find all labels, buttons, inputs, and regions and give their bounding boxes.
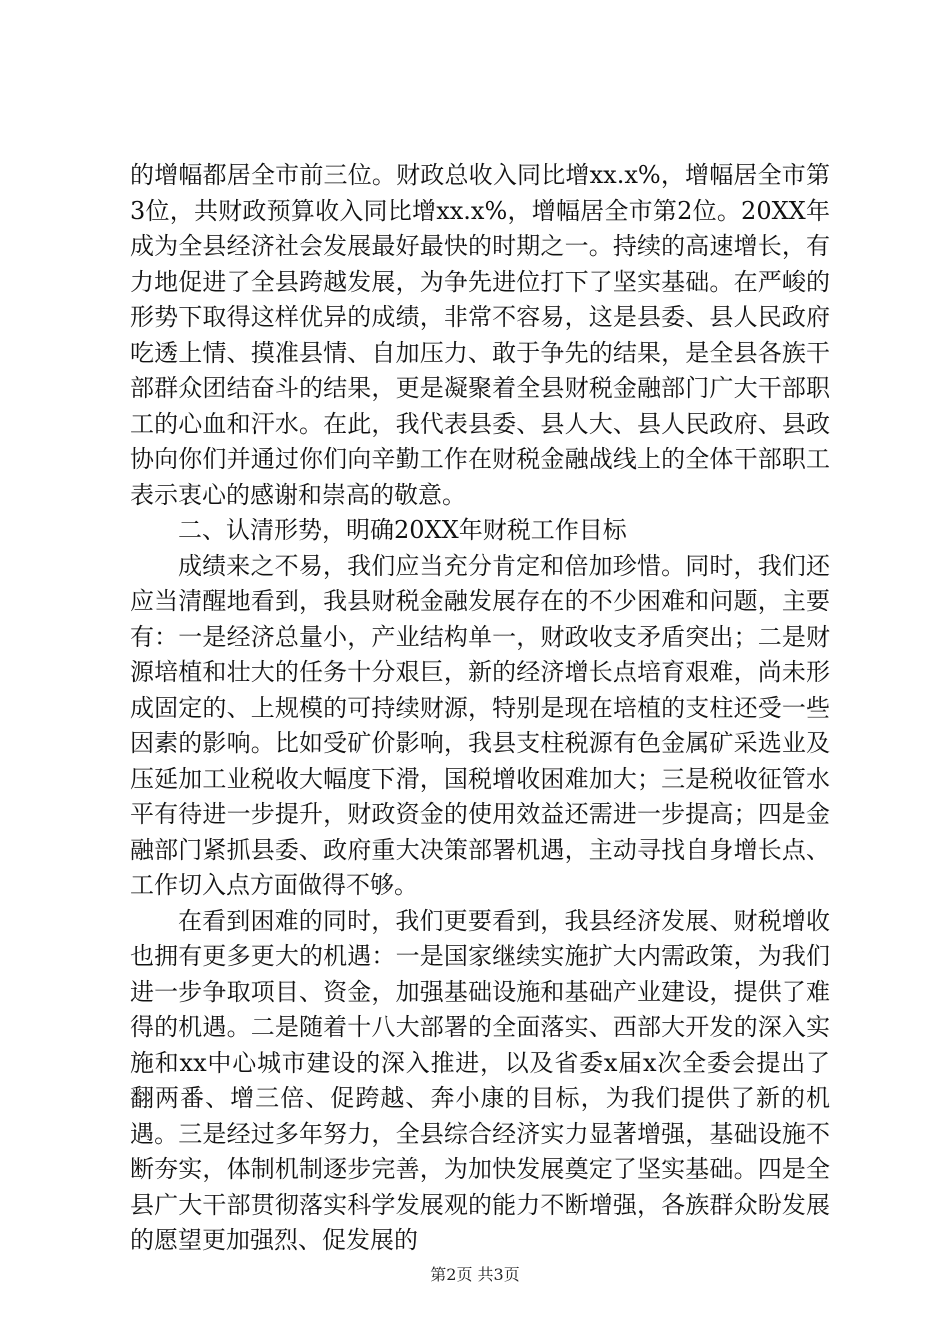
document-body [130, 158, 830, 1259]
paragraph-difficulties: 成绩来之不易，我们应当充分肯定和倍加珍惜。同时，我们还应当清醒地看到，我县财税金融发展存在的不少困难和问题，主要有：一是经济总量小，产业结构单一，财政收支矛盾突出；二是财源培植和壮大的任务十分艰巨，新的经济增长点培育艰难，尚未形成固定的、上规模的可持续财源，特别是现在培植的支柱还受一些因素的影响。比如受矿价影响，我县支柱税源有色金属矿采选业及压延加工业税收大幅度下滑，国税增收困难加大；三是税收征管水平有待进一步提升，财政资金的使用效益还需进一步提高；四是金融部门紧抓县委、政府重大决策部署机遇，主动寻找自身增长点、工作切入点方面做得不够。 [130, 551, 830, 899]
section-heading: 二、认清形势，明确20XX年财税工作目标 [178, 516, 627, 544]
page-footer: 第2页 共3页 [430, 1265, 520, 1284]
paragraph-opportunities: 在看到困难的同时，我们更要看到，我县经济发展、财税增收也拥有更多更大的机遇：一是国家继续实施扩大内需政策，为我们进一步争取项目、资金，加强基础设施和基础产业建设，提供了难得的机遇。二是随着十八大部署的全面落实、西部大开发的深入实施和xx中心城市建设的深入推进，以及省委x届x次全委会提出了翻两番、增三倍、促跨越、奔小康的目标，为我们提供了新的机遇。三是经过多年努力，全县综合经济实力显著增强，基础设施不断夯实，体制机制逐步完善，为加快发展奠定了坚实基础。四是全县广大干部贯彻落实科学发展观的能力不断增强，各族群众盼发展的愿望更加强烈、促发展的 [130, 906, 830, 1254]
paragraph-continuation: 的增幅都居全市前三位。财政总收入同比增xx.x%，增幅居全市第3位，共财政预算收入同比增xx.x%，增幅居全市第2位。20XX年成为全县经济社会发展最好最快的时期之一。持续的高速增长，有力地促进了全县跨越发展，为争先进位打下了坚实基础。在严峻的形势下取得这样优异的成绩，非常不容易，这是县委、县人民政府吃透上情、摸准县情、自加压力、敢于争先的结果，是全县各族干部群众团结奋斗的结果，更是凝聚着全县财税金融部门广大干部职工的心血和汗水。在此，我代表县委、县人大、县人民政府、县政协向你们并通过你们向辛勤工作在财税金融战线上的全体干部职工表示衷心的感谢和崇高的敬意。 [130, 161, 830, 509]
